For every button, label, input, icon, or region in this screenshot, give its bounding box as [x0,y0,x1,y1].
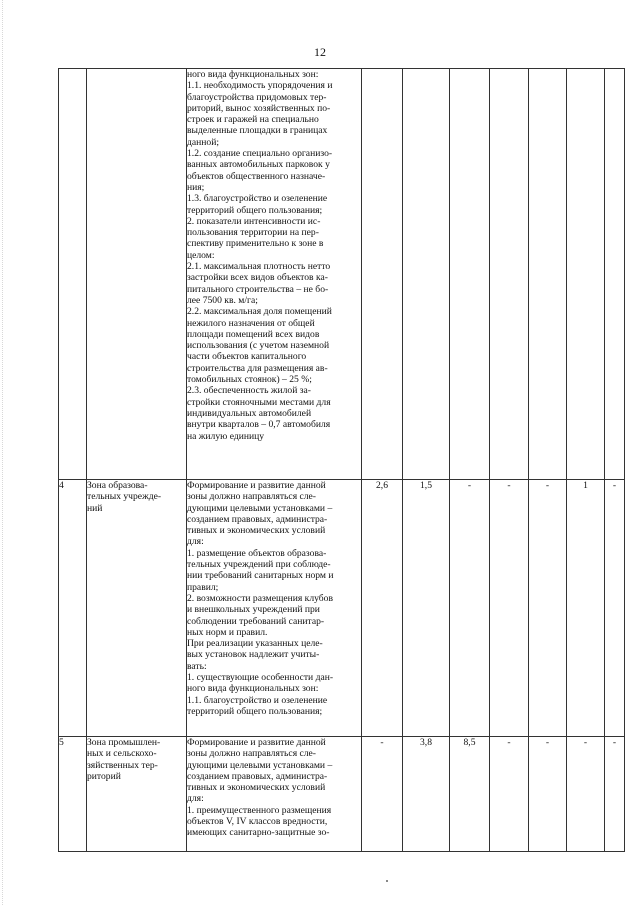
indicator-value-cell: - [490,480,529,737]
description-line: правил; [187,581,219,593]
zone-name-line: зяйственных тер- [87,759,158,771]
indicator-value-cell: 8,5 [450,737,490,852]
zones-table [58,68,625,852]
indicator-value-cell [490,69,529,480]
description-line: томобильных стоянок) – 25 %; [187,374,312,386]
description-line: на жилую единицу [187,430,265,442]
description-line: пользования территории на пер- [187,227,319,239]
description-line: стройки стояночными местами для [187,396,331,408]
description-line: тивных и экономических условий [187,525,326,537]
description-line: 1. размещение объектов образова- [187,547,327,559]
zone-description-cell [187,737,362,852]
description-line: риторий, вынос хозяйственных по- [187,102,331,114]
description-line: При реализации указанных целе- [187,638,323,650]
description-line: внутри кварталов – 0,7 автомобиля [187,419,331,431]
row-number-cell: 4 [59,480,87,737]
indicator-value-cell: 2,6 [362,480,403,737]
zone-name-line: ний [87,502,103,514]
description-line: ния; [187,181,205,193]
row-number-cell: 5 [59,737,87,852]
description-line: дующими целевыми установками – [187,502,333,514]
scan-speck [386,880,388,882]
zone-name-line: Зона промышлен- [87,737,161,748]
indicator-value-cell: - [490,737,529,852]
row-number-cell [59,69,87,480]
table-row [59,737,625,852]
description-line: ного вида функциональных зон: [187,69,319,80]
description-line: нежилого назначения от общей [187,317,315,329]
description-line: зоны должно направляться сле- [187,748,317,760]
indicator-value-cell: 1 [567,480,605,737]
description-line: 2.2. максимальная доля помещений [187,306,332,318]
description-line: 2. возможности размещения клубов [187,592,334,604]
zone-name-line: ных и сельскохо- [87,748,157,760]
indicator-value-cell: - [450,480,490,737]
zone-name-line: Зона образова- [87,480,148,491]
description-line: 1.2. создание специально организо- [187,148,333,160]
description-line: соблюдении требований санитар- [187,615,325,627]
zone-name-cell [87,69,187,480]
description-line: ного вида функциональных зон: [187,683,319,695]
description-line: ных норм и правил. [187,626,268,638]
description-line: целом: [187,249,215,261]
indicator-value-cell: - [605,737,625,852]
indicator-value-cell [605,69,625,480]
description-line: дующими целевыми установками – [187,759,333,771]
description-line: нии требований санитарных норм и [187,570,334,582]
zone-name-cell [87,737,187,852]
description-line: 2.3. обеспеченность жилой за- [187,385,311,397]
description-line: данной; [187,136,220,148]
description-line: 1. преимущественного размещения [187,804,332,816]
description-line: территорий общего пользования; [187,204,323,216]
indicator-value-cell [403,69,450,480]
description-line: 1.3. благоустройство и озеленение [187,193,328,205]
description-line: 2.1. максимальная плотность нетто [187,261,331,273]
description-line: созданием правовых, администра- [187,513,328,525]
table-row [59,480,625,737]
description-line: Формирование и развитие данной [187,737,326,748]
description-line: вать: [187,660,207,672]
description-line: питального строительства – не бо- [187,283,329,295]
description-line: благоустройства придомовых тер- [187,91,327,103]
table-row [59,69,625,480]
indicator-value-cell: 3,8 [403,737,450,852]
description-line: объектов V, IV классов вредности, [187,816,328,828]
description-line: площади помещений всех видов [187,328,320,340]
indicator-value-cell [567,69,605,480]
indicator-value-cell: - [529,480,567,737]
description-line: созданием правовых, администра- [187,770,328,782]
description-line: 1. существующие особенности дан- [187,672,334,684]
description-line: строительства для размещения ав- [187,362,328,374]
description-line: территорий общего пользования; [187,705,323,717]
indicator-value-cell: - [567,737,605,852]
description-line: для: [187,793,204,805]
description-line: тельных учреждений при соблюде- [187,559,331,571]
description-line: 1.1. благоустройство и озеленение [187,694,328,706]
description-line: части объектов капитального [187,351,307,363]
description-line: вых установок надлежит учиты- [187,649,320,661]
indicator-value-cell [450,69,490,480]
indicator-value-cell: - [605,480,625,737]
indicator-value-cell: - [529,737,567,852]
description-line: 2. показатели интенсивности ис- [187,215,321,227]
description-line: строек и гаражей на специально [187,114,319,126]
description-line: имеющих санитарно-защитные зо- [187,827,330,839]
description-line: Формирование и развитие данной [187,480,326,491]
description-line: застройки всех видов объектов ка- [187,272,328,284]
description-line: 1.1. необходимость упорядочения и [187,80,333,92]
indicator-value-cell [529,69,567,480]
scan-margin-line [2,0,4,905]
description-line: лее 7500 кв. м/га; [187,294,258,306]
zone-name-line: тельных учрежде- [87,491,162,503]
description-line: использования (с учетом наземной [187,340,330,352]
indicator-value-cell: 1,5 [403,480,450,737]
description-line: спективу применительно к зоне в [187,238,324,250]
zone-name-line: риторий [87,770,121,782]
description-line: зоны должно направляться сле- [187,491,317,503]
description-line: ванных автомобильных парковок у [187,159,330,171]
page-number: 12 [314,45,326,59]
description-line: тивных и экономических условий [187,782,326,794]
indicator-value-cell [362,69,403,480]
description-line: и внешкольных учреждений при [187,604,320,616]
zone-description-cell [187,480,362,737]
description-line: объектов общественного назначе- [187,170,326,182]
zone-description-cell [187,69,362,480]
description-line: для: [187,536,204,548]
indicator-value-cell: - [362,737,403,852]
description-line: выделенные площадки в границах [187,125,328,137]
zone-name-cell [87,480,187,737]
description-line: индивидуальных автомобилей [187,407,312,419]
